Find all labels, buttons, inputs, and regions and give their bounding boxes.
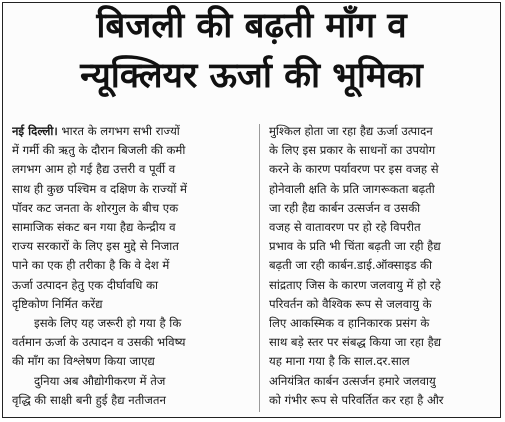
article-right-column xyxy=(269,122,495,410)
paragraph-line: को गंभीर रूप से परिवर्तित कर रहा है और xyxy=(269,392,444,407)
paragraph-line: परिवर्तन को वैश्विक रूप से जलवायु के xyxy=(269,296,432,311)
paragraph-line: वर्तमान ऊर्जा के उत्पादन व उसकी भविष्य xyxy=(12,335,186,350)
paragraph-line: पॉवर कट जनता के शोरगुल के बीच एक xyxy=(12,200,179,215)
headline-line-1: बिजली की बढ़ती माँग व xyxy=(96,6,407,46)
paragraph-line: लिए आकस्मिक व हानिकारक प्रसंग के xyxy=(269,316,430,331)
paragraph-line: साथ ही कुछ पश्चिम व दक्षिण के राज्यों में xyxy=(12,181,187,196)
paragraph-line: प्रभाव के प्रति भी चिंता बढ़ती जा रही हैद्य xyxy=(269,239,441,254)
paragraph-line: वजह से वातावरण पर हो रहे विपरीत xyxy=(269,220,421,235)
paragraph-line: सामाजिक संकट बन गया हैद्य केन्द्रीय व xyxy=(12,220,176,235)
paragraph-line: के लिए इस प्रकार के साधनों का उपयोग xyxy=(269,143,436,158)
paragraph-line: यह माना गया है कि साल.दर.साल xyxy=(269,354,410,369)
dateline: नई दिल्ली। xyxy=(12,124,58,138)
paragraph-line: सांद्रताए जिस के कारण जलवायु में हो रहे xyxy=(269,277,441,292)
paragraph-line: की माँग का विश्लेषण किया जाएद्य xyxy=(12,354,155,369)
paragraph-line: भारत के लगभग सभी राज्यों xyxy=(61,124,180,138)
paragraph-line: करने के कारण पर्यावरण पर इस वजह से xyxy=(269,162,439,177)
paragraph-line: इसके लिए यह जरूरी हो गया है कि xyxy=(34,316,182,331)
paragraph-line: साथ बड़े स्तर पर संबद्ध किया जा रहा हैद्य xyxy=(269,335,442,350)
paragraph-line: वृद्धि की साक्षी बनी हुई हैद्य नतीजतन xyxy=(12,392,166,407)
headline-line-2: न्यूक्लियर ऊर्जा की भूमिका xyxy=(80,56,423,96)
article-left-column xyxy=(12,122,250,410)
paragraph-line: होनेवाली क्षति के प्रति जागरूकता बढ़ती xyxy=(269,181,435,196)
paragraph-line: अनियंत्रित कार्बन उत्सर्जन हमारे जलवायु xyxy=(269,373,436,388)
paragraph-line: पाने का एक ही तरीका है कि वे देश में xyxy=(12,258,170,273)
paragraph-line: बढ़ती जा रही कार्बन.डाई.ऑक्साइड की xyxy=(269,258,432,273)
paragraph-line: जा रही हैद्य कार्बन उत्सर्जन व उसकी xyxy=(269,200,421,215)
paragraph-line: ऊर्जा उत्पादन हेतु एक दीर्घावधि का xyxy=(12,277,159,292)
paragraph-line: राज्य सरकारों के लिए इस मुद्दे से निजात xyxy=(12,239,179,254)
column-divider xyxy=(259,124,260,412)
paragraph-line: में गर्मी की ऋतु के दौरान बिजली की कमी xyxy=(12,143,186,158)
paragraph-line: मुश्किल होता जा रहा हैद्य ऊर्जा उत्पादन xyxy=(269,124,433,138)
paragraph-line: दुनिया अब औद्योगीकरण में तेज xyxy=(34,373,166,388)
paragraph-line: लगभग आम हो गई हैद्य उत्तरी व पूर्वी व xyxy=(12,162,176,177)
paragraph-line: दृष्टिकोण निर्मित करेंद्य xyxy=(12,296,103,311)
news-clipping xyxy=(2,2,501,418)
